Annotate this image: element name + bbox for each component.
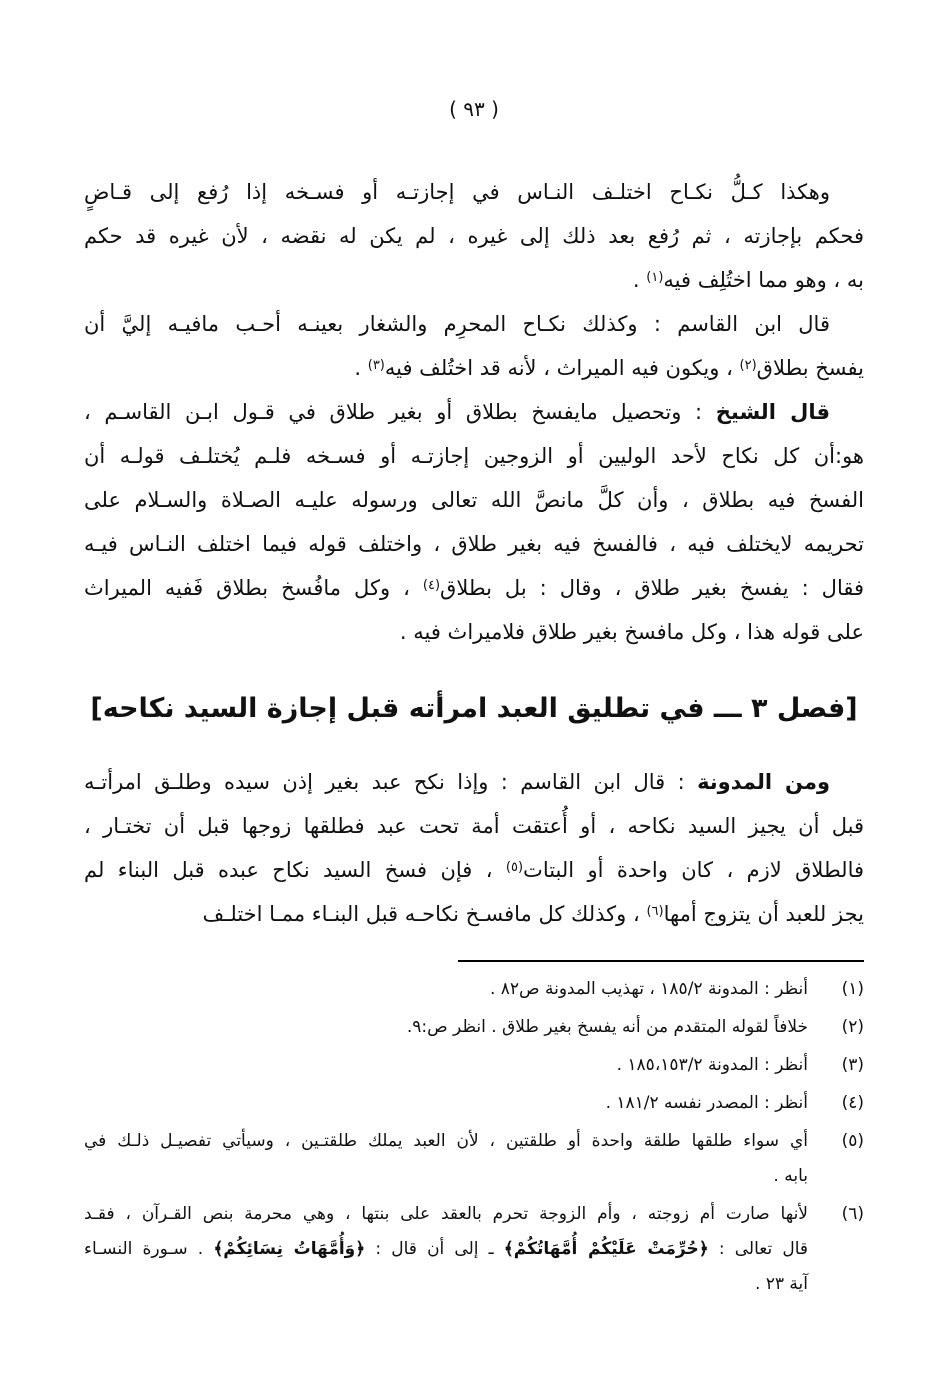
text-line: قال ابن القاسم : وكذلك نكـاح المحرِم والشغار بعينـه أحـب مافيـه إليَّ أن <box>84 312 830 336</box>
footnote-ref: (٦) <box>646 904 664 919</box>
text-line: وهكذا كـلُّ نكـاح اختلـف النـاس في إجازتـه أو فسـخه إذا رُفع إلى قـاضٍ <box>84 180 830 204</box>
quran-quote: ﴿حُرِّمَتْ عَلَيْكُمْ أُمَّهَاتُكُمْ﴾ <box>503 1239 709 1259</box>
footnote <box>84 1197 864 1302</box>
footnote-ref: (٣) <box>367 358 385 373</box>
footnote-number: (١) <box>841 979 864 999</box>
footnote-text <box>84 1197 808 1302</box>
text-line: قال الشيخ : وتحصيل مايفسخ بطلاق أو بغير طلاق في قـول ابـن القاسـم ، <box>84 400 831 424</box>
footnote-ref: (١) <box>646 270 664 285</box>
footnote-text <box>84 972 808 1007</box>
footnotes-section <box>84 960 864 1302</box>
footnote-line: خلافاً لقوله المتقدم من أنه يفسخ بغير طلاق . انظر ص:٩. <box>406 1017 808 1037</box>
footnote-text <box>84 1010 808 1045</box>
footnote-text <box>84 1048 808 1083</box>
main-text-block <box>84 170 864 654</box>
footnote-number: (٥) <box>841 1131 864 1151</box>
text-line: يجز للعبد أن يتزوج أمها$^{(٦)}$ ، وكذلك كل مافسـخ نكاحـه قبل البنـاء ممـا اختلـف <box>202 902 864 926</box>
text-line: يفسخ بطلاق$^{(٢)}$ ، ويكون فيه الميراث ، لأنه قد اختُلف فيه$^{(٣)}$ . <box>354 356 864 380</box>
text-line: فالطلاق لازم ، كان واحدة أو البتات$^{(٥)}$ ، فإن فسخ السيد نكاح عبده قبل البناء لم <box>84 858 865 882</box>
footnote-line: أي سواء طلقها طلقة واحدة أو طلقتين ، لأن العبد يملك طلقتـين ، وسيأتي تفصيـل ذلـك في <box>84 1131 808 1151</box>
text-line: قبل أن يجيز السيد نكاحه ، أو أُعتقت أمة تحت عبد فطلقها زوجها قبل أن تختـار ، <box>84 814 864 838</box>
quran-quote: ﴿وَأُمَّهَاتُ نِسَائِكُمْ﴾ <box>213 1239 366 1259</box>
footnote-line: أنظر : المصدر نفسه ١٨١/٢ . <box>605 1093 808 1113</box>
footnote-line: بابه . <box>773 1166 808 1186</box>
footnote-ref: (٥) <box>505 860 524 875</box>
chapter-heading: [فصل ٣ ـــ في تطليق العبد امرأته قبل إجازة السيد نكاحه] <box>90 693 858 724</box>
footnote-line: لأنها صارت أم زوجته ، وأم الزوجة تحرم بالعقد على بنتها ، وهي محرمة بنص القـرآن ، فقـد <box>84 1204 808 1224</box>
footnote-line: قال تعالى : ﴿حُرِّمَتْ عَلَيْكُمْ أُمَّهَاتُكُمْ﴾ ـ إلى أن قال : ﴿وَأُمَّهَاتُ نِسَائِكُمْ﴾ . سـورة النسـاء <box>84 1239 808 1259</box>
text-line: به ، وهو مما اختُلِف فيه$^{(١)}$ . <box>632 268 864 292</box>
footnote <box>84 1010 864 1045</box>
footnote-number: (٢) <box>841 1017 864 1037</box>
para-3 <box>84 390 864 654</box>
footnote-ref: (٤) <box>422 578 441 593</box>
footnote <box>84 972 864 1007</box>
text-line: فحكم بإجازته ، ثم رُفع بعد ذلك إلى غيره ، لم يكن له نقضه ، لأن غيره قد حكم <box>84 224 864 248</box>
footnote-line: أنظر : المدونة ١٨٥/٢ ، تهذيب المدونة ص٨٢ . <box>489 979 808 999</box>
footnote-separator <box>458 960 864 962</box>
text-line: تحريمه لايختلف فيه ، فالفسخ فيه بغير طلاق ، واختلف قوله فيما اختلف النـاس فيـه <box>84 532 864 556</box>
para-2 <box>84 302 864 390</box>
para-1 <box>84 170 864 302</box>
footnote-number: (٤) <box>841 1093 864 1113</box>
section-text-block <box>84 760 864 936</box>
footnote <box>84 1086 864 1121</box>
bold-text: قال الشيخ <box>715 400 831 424</box>
text-line: فقال : يفسخ بغير طلاق ، وقال : بل بطلاق$^{(٤)}$ ، وكل مافُسخ بطلاق فَفيه الميراث <box>84 576 865 600</box>
footnote-line: أنظر : المدونة ١٨٥،١٥٣/٢ . <box>616 1055 808 1075</box>
text-line: ومن المدونة : قال ابن القاسم : وإذا نكح عبد بغير إذن سيده وطلـق امرأتـه <box>84 770 830 794</box>
footnote-line: آية ٢٣ . <box>754 1274 808 1294</box>
text-line: الفسخ فيه بطلاق ، وأن كلَّ مانصَّ الله تعالى ورسوله عليـه الصـلاة والسـلام على <box>84 488 864 512</box>
footnote <box>84 1048 864 1083</box>
text-line: هو:أن كل نكاح لأحد الوليين أو الزوجين إجازتـه أو فسـخه فلـم يُختلـف قولـه أن <box>84 444 864 468</box>
footnote-text <box>84 1086 808 1121</box>
footnote <box>84 1124 864 1194</box>
footnote-text <box>84 1124 808 1194</box>
footnote-list <box>84 972 864 1302</box>
page-number: ( ٩٣ ) <box>449 97 499 121</box>
footnote-number: (٦) <box>841 1204 864 1224</box>
para-4 <box>84 760 864 936</box>
footnote-number: (٣) <box>841 1055 864 1075</box>
text-line: على قوله هذا ، وكل مافسخ بغير طلاق فلاميراث فيه . <box>399 620 864 644</box>
bold-text: ومن المدونة <box>697 770 830 794</box>
footnote-ref: (٢) <box>739 358 757 373</box>
